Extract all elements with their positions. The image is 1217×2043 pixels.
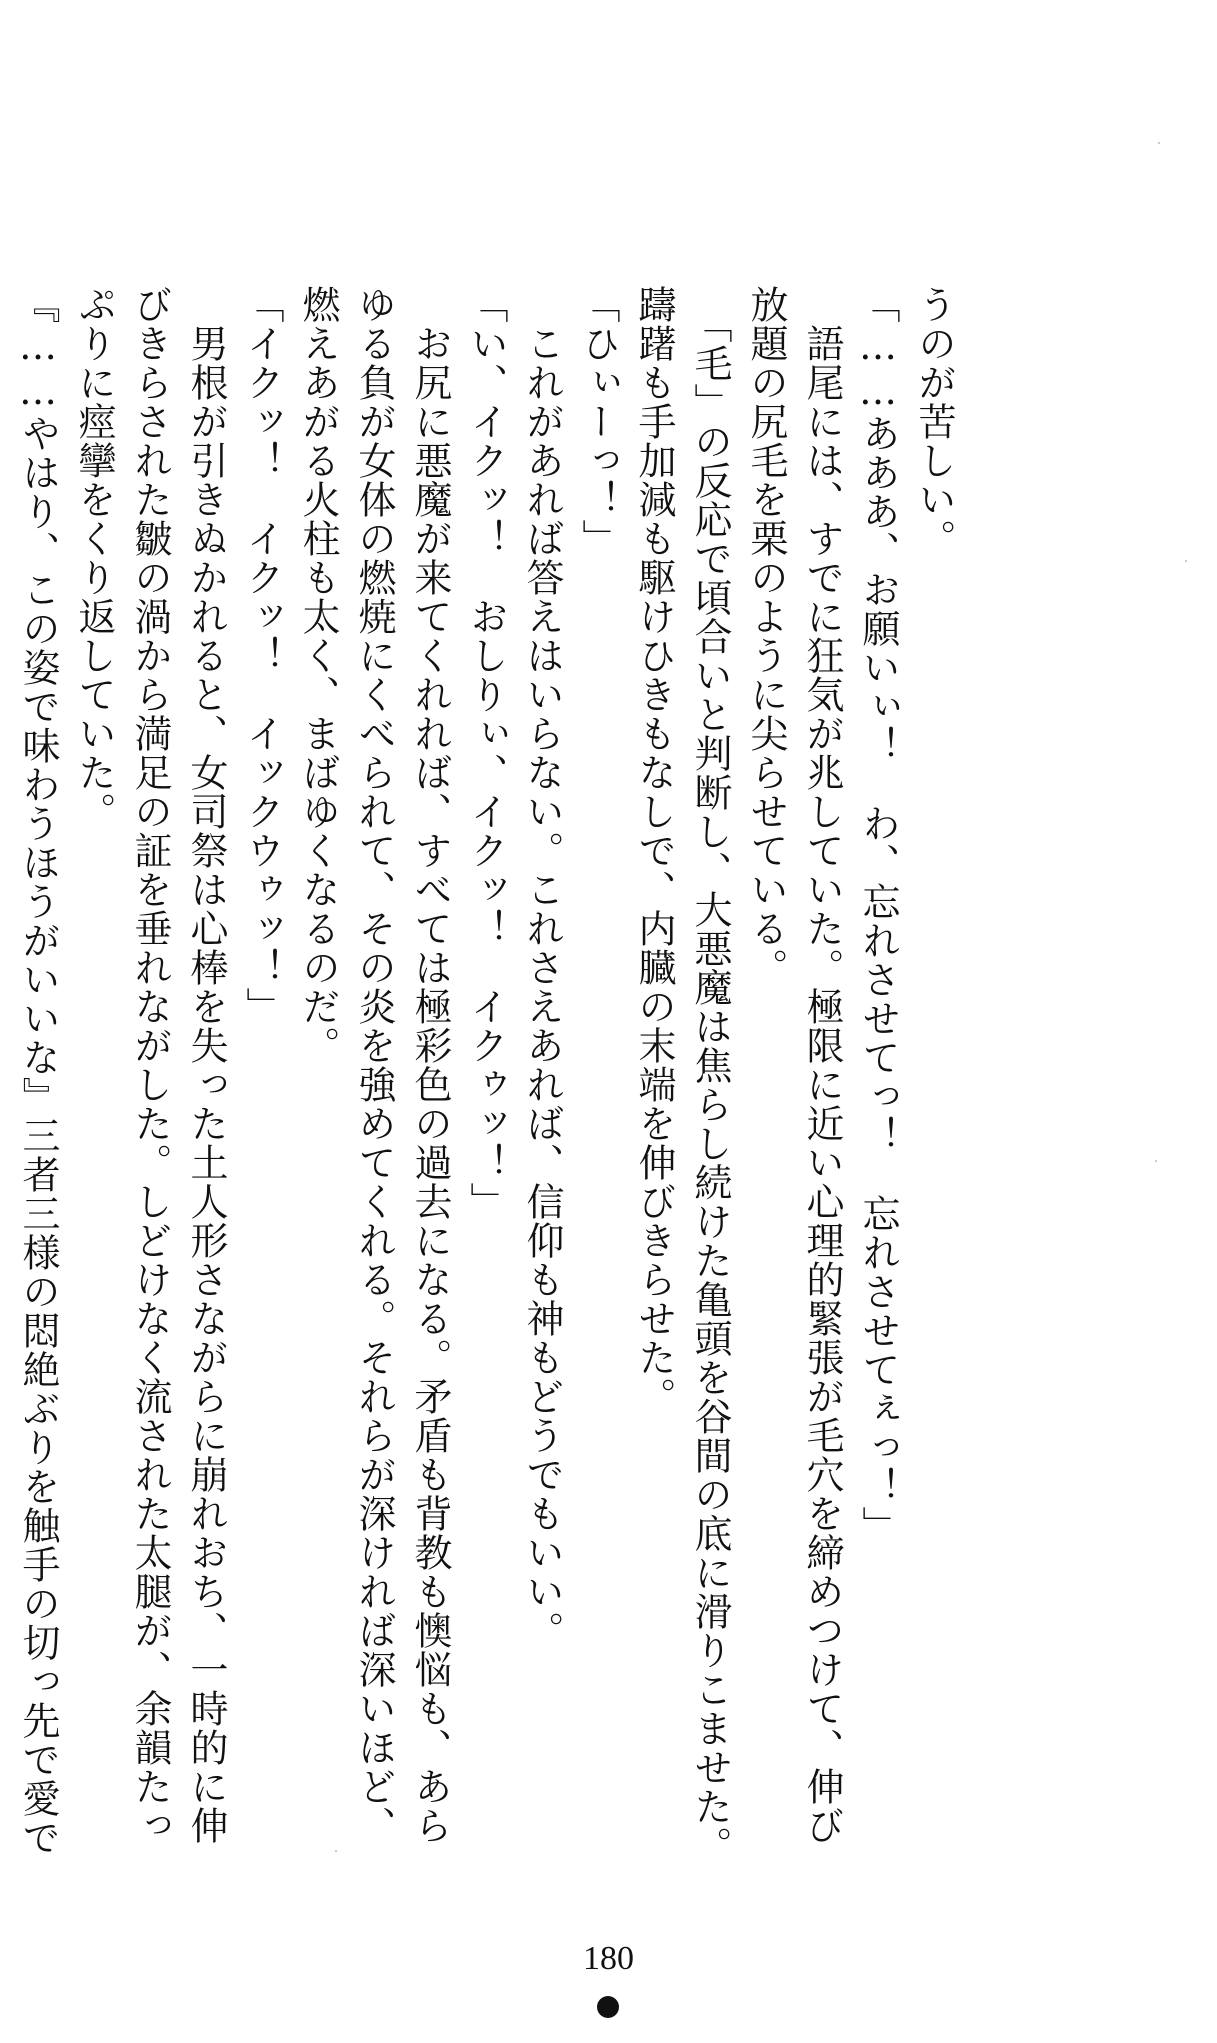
text-line: 放題の尻毛を栗のように尖らせている。 [744,285,788,987]
text-line: お尻に悪魔が来てくれれば、すべては極彩色の過去になる。矛盾も背教も懊悩も、あら [408,285,452,1845]
page-number: 180 [583,1940,634,1977]
text-line: ぷりに痙攣をくり返していた。 [72,285,116,831]
text-line: 語尾には、すでに狂気が兆していた。極限に近い心理的緊張が毛穴を締めつけて、伸び [800,285,844,1845]
paper-speck [1185,560,1187,562]
paper-speck [1158,142,1160,144]
page-dot-ornament [597,1996,619,2018]
paper-speck [335,1850,337,1852]
vertical-text-body [16,285,962,1865]
text-line: びきらされた皺の渦から満足の証を垂れながした。しどけなく流された太腿が、余韻たっ [128,285,172,1845]
text-line: 躊躇も手加減も駆けひきもなしで、内臓の末端を伸びきらせた。 [632,285,676,1416]
text-line: 「イクッ！ イクッ！ イックウゥッ！」 [240,285,284,1026]
text-line: うのが苦しい。 [912,285,956,558]
text-line: 「……あああ、お願いぃ！ わ、忘れさせてっ！ 忘れさせてぇっ！」 [856,285,900,1545]
text-line: 「い、イクッ！ おしりぃ、イクッ！ イクゥッ！」 [464,285,508,1221]
text-line: 「毛」の反応で頃合いと判断し、大悪魔は焦らし続けた亀頭を谷間の底に滑りこませた。 [688,285,732,1865]
text-line: 『……やはり、この姿で味わうほうがいいな』三者三様の悶絶ぶりを触手の切っ先で愛で [16,285,60,1857]
text-line: 男根が引きぬかれると、女司祭は心棒を失った土人形さながらに崩れおち、一時的に伸 [184,285,228,1845]
text-line: これがあれば答えはいらない。これさえあれば、信仰も神もどうでもいい。 [520,285,564,1650]
text-line: 燃えあがる火柱も太く、まばゆくなるのだ。 [296,285,340,1065]
paper-speck [1155,1160,1157,1162]
text-line: ゆる負が女体の燃焼にくべられて、その炎を強めてくれる。それらが深ければ深いほど、 [352,285,396,1845]
text-line: 「ひぃーっ！」 [576,285,620,558]
